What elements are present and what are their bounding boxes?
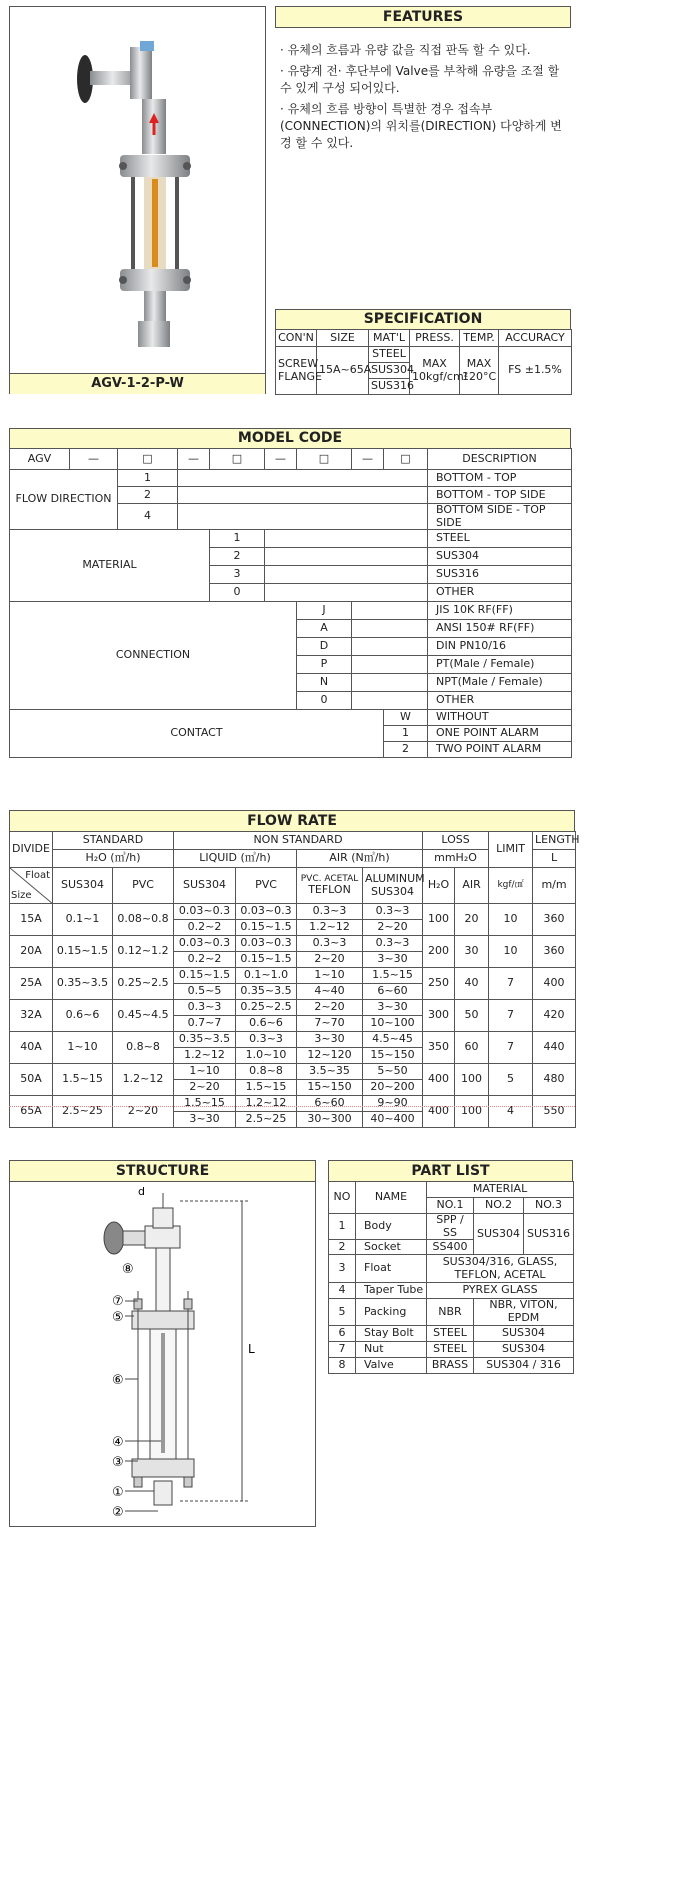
fr-cell: 360 — [533, 936, 576, 968]
fr-cell: 400 — [423, 1064, 455, 1096]
fr-cell-lower: 0.6~6 — [236, 1016, 297, 1032]
spec-size: 15A~65A — [317, 347, 369, 395]
fr-cell: 0.6~6 — [53, 1000, 113, 1032]
part-no: 6 — [329, 1325, 356, 1341]
fr-cell: 100 — [455, 1064, 489, 1096]
fr-cell-lower: 1.2~12 — [297, 920, 363, 936]
part-name: Valve — [356, 1357, 427, 1373]
structure-title: STRUCTURE — [9, 1160, 316, 1182]
fr-cell-lower: 0.7~7 — [174, 1016, 236, 1032]
code-blank — [265, 584, 428, 602]
fr-cell-lower: 0.2~2 — [174, 920, 236, 936]
fr-cell-upper: 0.35~3.5 — [174, 1032, 236, 1048]
code-blank — [178, 470, 428, 487]
fr-col-line: SUS304 — [371, 884, 415, 898]
fr-cell: 4 — [489, 1096, 533, 1128]
fr-standard: STANDARD — [53, 832, 174, 850]
code-desc: OTHER — [428, 584, 572, 602]
fr-cell-lower: 40~400 — [363, 1112, 423, 1128]
part-name: Body — [356, 1214, 427, 1240]
fr-size: 40A — [10, 1032, 53, 1064]
part-material: SUS304 — [474, 1214, 524, 1255]
part-header: NO — [329, 1182, 356, 1214]
fr-cell-lower: 0.15~1.5 — [236, 920, 297, 936]
fr-cell: 0.8~8 — [113, 1032, 174, 1064]
code-desc: DIN PN10/16 — [428, 638, 572, 656]
part-name: Packing — [356, 1299, 427, 1325]
spec-press: MAX 10kgf/cm² — [410, 347, 460, 395]
model-code-slot: □ — [210, 449, 265, 470]
dim-d-label: d — [138, 1185, 145, 1198]
code-cell: D — [297, 638, 352, 656]
part-material: SUS304 — [474, 1341, 574, 1357]
code-blank — [352, 602, 428, 620]
fr-cell-upper: 0.03~0.3 — [174, 904, 236, 920]
fr-cell-upper: 0.03~0.3 — [174, 936, 236, 952]
fr-cell: 1.2~12 — [113, 1064, 174, 1096]
part-no: 8 — [329, 1357, 356, 1373]
part-name: Socket — [356, 1240, 427, 1255]
part-material: BRASS — [427, 1357, 474, 1373]
code-blank — [352, 638, 428, 656]
fr-cell-upper: 0.8~8 — [236, 1064, 297, 1080]
code-blank — [265, 530, 428, 548]
fr-float-label: Float — [25, 870, 50, 881]
spec-header: CON'N — [276, 330, 317, 347]
code-desc: OTHER — [428, 692, 572, 710]
model-code-slot: □ — [384, 449, 428, 470]
model-code-slot: □ — [297, 449, 352, 470]
fr-cell: 350 — [423, 1032, 455, 1064]
code-cell: 1 — [210, 530, 265, 548]
fr-unit: L — [533, 850, 576, 868]
fr-cell: 7 — [489, 1000, 533, 1032]
fr-cell: 0.45~4.5 — [113, 1000, 174, 1032]
code-desc: BOTTOM - TOP SIDE — [428, 487, 572, 504]
fr-col — [363, 868, 423, 904]
part-material: SS400 — [427, 1240, 474, 1255]
fr-cell: 60 — [455, 1032, 489, 1064]
callout-7: ⑦ — [112, 1294, 124, 1309]
fr-cell: 7 — [489, 1032, 533, 1064]
spec-header: TEMP. — [460, 330, 499, 347]
part-no: 5 — [329, 1299, 356, 1325]
fr-col: PVC — [236, 868, 297, 904]
fr-col: SUS304 — [53, 868, 113, 904]
spec-header: SIZE — [317, 330, 369, 347]
model-code-sep: — — [178, 449, 210, 470]
part-material: PYREX GLASS — [427, 1283, 574, 1299]
callout-2: ② — [112, 1505, 124, 1520]
part-material: SUS316 — [524, 1214, 574, 1255]
part-material: SPP / SS — [427, 1214, 474, 1240]
fr-unit: LIQUID (㎥/h) — [174, 850, 297, 868]
code-cell: J — [297, 602, 352, 620]
fr-cell-lower: 0.35~3.5 — [236, 984, 297, 1000]
feature-item: · 유체의 흐름 방향이 특별한 경우 접속부(CONNECTION)의 위치를(DIRECTION) 다양하게 변경 할 수 있다. — [280, 102, 562, 150]
spec-material: SUS304 — [369, 363, 410, 379]
code-desc: PT(Male / Female) — [428, 656, 572, 674]
fr-cell-lower: 6~60 — [363, 984, 423, 1000]
fr-cell-upper: 0.3~3 — [297, 936, 363, 952]
part-no: 4 — [329, 1283, 356, 1299]
code-desc: STEEL — [428, 530, 572, 548]
fr-cell-upper: 1~10 — [297, 968, 363, 984]
fr-cell: 440 — [533, 1032, 576, 1064]
group-connection: CONNECTION — [10, 602, 297, 710]
fr-cell: 300 — [423, 1000, 455, 1032]
fr-cell-upper: 9~90 — [363, 1096, 423, 1112]
part-header: NAME — [356, 1182, 427, 1214]
flow-rate-table — [9, 831, 580, 1128]
fr-limit: LIMIT — [489, 832, 533, 868]
model-code-prefix: AGV — [10, 449, 70, 470]
spec-temp: MAX 120°C — [460, 347, 499, 395]
spec-accuracy: FS ±1.5% — [499, 347, 572, 395]
model-code-slot: □ — [118, 449, 178, 470]
fr-cell-upper: 0.3~3 — [363, 904, 423, 920]
part-list-title: PART LIST — [328, 1160, 573, 1182]
code-cell: 2 — [384, 742, 428, 758]
code-desc: SUS316 — [428, 566, 572, 584]
fr-cell-upper: 1~10 — [174, 1064, 236, 1080]
fr-cell-lower: 1.0~10 — [236, 1048, 297, 1064]
fr-unit: mmH₂O — [423, 850, 489, 868]
fr-cell-upper: 3~30 — [363, 1000, 423, 1016]
code-cell: 1 — [384, 726, 428, 742]
fr-cell-upper: 0.15~1.5 — [174, 968, 236, 984]
code-desc: ANSI 150# RF(FF) — [428, 620, 572, 638]
fr-cell-upper: 0.25~2.5 — [236, 1000, 297, 1016]
fr-cell-lower: 30~300 — [297, 1112, 363, 1128]
fr-float-size-cell — [10, 868, 53, 904]
fr-cell-upper: 2~20 — [297, 1000, 363, 1016]
part-header: NO.2 — [474, 1198, 524, 1214]
fr-col: H₂O — [423, 868, 455, 904]
feature-item: · 유체의 흐름과 유량 값을 직접 판독 할 수 있다. — [280, 43, 531, 57]
features-list — [280, 42, 570, 156]
fr-cell: 0.1~1 — [53, 904, 113, 936]
code-cell: 4 — [118, 504, 178, 530]
code-desc: ONE POINT ALARM — [428, 726, 572, 742]
fr-col: kgf/㎠ — [489, 868, 533, 904]
code-cell: A — [297, 620, 352, 638]
code-blank — [352, 692, 428, 710]
fr-divide: DIVIDE — [10, 832, 53, 868]
callout-5: ⑤ — [112, 1310, 124, 1325]
code-desc: JIS 10K RF(FF) — [428, 602, 572, 620]
part-material: STEEL — [427, 1325, 474, 1341]
code-blank — [352, 620, 428, 638]
fr-cell-upper: 0.3~3 — [174, 1000, 236, 1016]
fr-cell-lower: 15~150 — [363, 1048, 423, 1064]
fr-cell-lower: 2~20 — [363, 920, 423, 936]
product-caption: AGV-1-2-P-W — [10, 373, 265, 394]
fr-cell-upper: 3~30 — [297, 1032, 363, 1048]
fr-cell-lower: 7~70 — [297, 1016, 363, 1032]
code-desc: BOTTOM - TOP — [428, 470, 572, 487]
product-photo-frame — [9, 6, 266, 394]
fr-cell-upper: 0.03~0.3 — [236, 904, 297, 920]
fr-cell-upper: 0.3~3 — [363, 936, 423, 952]
fr-cell: 1.5~15 — [53, 1064, 113, 1096]
spec-header: MAT'L — [369, 330, 410, 347]
part-material: STEEL — [427, 1341, 474, 1357]
fr-col-line: ALUMINUM — [365, 871, 425, 885]
fr-cell-lower: 0.5~5 — [174, 984, 236, 1000]
dim-l-label: L — [248, 1342, 255, 1356]
spec-conn: SCREW FLANGE — [276, 347, 317, 395]
code-cell: 3 — [210, 566, 265, 584]
fr-cell: 0.08~0.8 — [113, 904, 174, 936]
fr-cell: 30 — [455, 936, 489, 968]
specification-title: SPECIFICATION — [275, 309, 571, 330]
part-no: 7 — [329, 1341, 356, 1357]
spec-header: ACCURACY — [499, 330, 572, 347]
code-cell: W — [384, 710, 428, 726]
code-desc: BOTTOM SIDE - TOP SIDE — [428, 504, 572, 530]
fr-cell: 40 — [455, 968, 489, 1000]
fr-loss: LOSS — [423, 832, 489, 850]
fr-cell-lower: 10~100 — [363, 1016, 423, 1032]
fr-size: 20A — [10, 936, 53, 968]
part-material: SUS304 — [474, 1325, 574, 1341]
fr-cell: 2~20 — [113, 1096, 174, 1128]
fr-col: SUS304 — [174, 868, 236, 904]
group-material: MATERIAL — [10, 530, 210, 602]
fr-cell: 5 — [489, 1064, 533, 1096]
flowmeter-photo — [10, 7, 265, 373]
feature-item: · 유량계 전· 후단부에 Valve를 부착해 유량을 조절 할 수 있게 구성 되어있다. — [280, 64, 560, 95]
fr-col: AIR — [455, 868, 489, 904]
group-contact: CONTACT — [10, 710, 384, 758]
code-desc: TWO POINT ALARM — [428, 742, 572, 758]
fr-cell-lower: 2.5~25 — [236, 1112, 297, 1128]
callout-8: ⑧ — [122, 1262, 134, 1277]
fr-cell-upper: 3.5~35 — [297, 1064, 363, 1080]
fr-cell-upper: 0.3~3 — [236, 1032, 297, 1048]
code-cell: 2 — [118, 487, 178, 504]
part-no: 3 — [329, 1255, 356, 1283]
fr-cell: 7 — [489, 968, 533, 1000]
code-desc: SUS304 — [428, 548, 572, 566]
fr-cell: 400 — [533, 968, 576, 1000]
fr-cell-upper: 1.2~12 — [236, 1096, 297, 1112]
code-cell: 0 — [297, 692, 352, 710]
fr-cell-upper: 0.1~1.0 — [236, 968, 297, 984]
fr-cell-lower: 12~120 — [297, 1048, 363, 1064]
fr-cell: 10 — [489, 936, 533, 968]
code-cell: 1 — [118, 470, 178, 487]
callout-4: ④ — [112, 1435, 124, 1450]
structure-diagram — [10, 1181, 315, 1525]
fr-nonstandard: NON STANDARD — [174, 832, 423, 850]
part-header: NO.3 — [524, 1198, 574, 1214]
part-name: Float — [356, 1255, 427, 1283]
flow-rate-title: FLOW RATE — [9, 810, 575, 832]
fr-size: 15A — [10, 904, 53, 936]
fr-cell: 0.15~1.5 — [53, 936, 113, 968]
fr-cell-lower: 15~150 — [297, 1080, 363, 1096]
callout-3: ③ — [112, 1455, 124, 1470]
part-material: SUS304 / 316 — [474, 1357, 574, 1373]
fr-cell-lower: 2~20 — [174, 1080, 236, 1096]
part-no: 2 — [329, 1240, 356, 1255]
spec-header: PRESS. — [410, 330, 460, 347]
fr-cell: 0.35~3.5 — [53, 968, 113, 1000]
code-blank — [352, 656, 428, 674]
callout-1: ① — [112, 1485, 124, 1500]
dotted-divider — [9, 1106, 575, 1107]
model-code-desc-header: DESCRIPTION — [428, 449, 572, 470]
fr-size: 65A — [10, 1096, 53, 1128]
part-name: Taper Tube — [356, 1283, 427, 1299]
code-blank — [265, 566, 428, 584]
fr-cell: 100 — [455, 1096, 489, 1128]
flow-rate-rows — [10, 904, 576, 1128]
fr-cell: 0.25~2.5 — [113, 968, 174, 1000]
fr-cell: 200 — [423, 936, 455, 968]
fr-cell: 100 — [423, 904, 455, 936]
fr-cell-upper: 4.5~45 — [363, 1032, 423, 1048]
fr-cell-upper: 1.5~15 — [363, 968, 423, 984]
fr-cell-upper: 1.5~15 — [174, 1096, 236, 1112]
fr-cell-upper: 6~60 — [297, 1096, 363, 1112]
specification-table — [275, 329, 572, 395]
fr-cell-lower: 1.2~12 — [174, 1048, 236, 1064]
fr-col — [297, 868, 363, 904]
part-material: NBR, VITON, EPDM — [474, 1299, 574, 1325]
fr-cell: 20 — [455, 904, 489, 936]
fr-length: LENGTH — [533, 832, 576, 850]
fr-cell-lower: 20~200 — [363, 1080, 423, 1096]
fr-size: 32A — [10, 1000, 53, 1032]
fr-cell-lower: 0.15~1.5 — [236, 952, 297, 968]
code-blank — [352, 674, 428, 692]
part-header: NO.1 — [427, 1198, 474, 1214]
spec-material: SUS316 — [369, 379, 410, 395]
group-flow-direction: FLOW DIRECTION — [10, 470, 118, 530]
fr-cell-lower: 3~30 — [363, 952, 423, 968]
fr-cell-lower: 3~30 — [174, 1112, 236, 1128]
model-code-sep: — — [265, 449, 297, 470]
part-material: SUS304/316, GLASS, TEFLON, ACETAL — [427, 1255, 574, 1283]
fr-col-line: PVC. ACETAL — [300, 874, 359, 884]
part-name: Nut — [356, 1341, 427, 1357]
part-material: NBR — [427, 1299, 474, 1325]
fr-cell-upper: 0.3~3 — [297, 904, 363, 920]
code-blank — [178, 487, 428, 504]
fr-cell-upper: 5~50 — [363, 1064, 423, 1080]
fr-cell-lower: 4~40 — [297, 984, 363, 1000]
fr-cell: 10 — [489, 904, 533, 936]
part-header: MATERIAL — [427, 1182, 574, 1198]
code-cell: 0 — [210, 584, 265, 602]
fr-cell-lower: 0.2~2 — [174, 952, 236, 968]
fr-col: m/m — [533, 868, 576, 904]
fr-cell: 400 — [423, 1096, 455, 1128]
code-blank — [265, 548, 428, 566]
code-cell: N — [297, 674, 352, 692]
callout-6: ⑥ — [112, 1373, 124, 1388]
model-code-title: MODEL CODE — [9, 428, 571, 449]
fr-size: 50A — [10, 1064, 53, 1096]
fr-unit: H₂O (㎥/h) — [53, 850, 174, 868]
fr-unit: AIR (N㎥/h) — [297, 850, 423, 868]
features-title: FEATURES — [275, 6, 571, 28]
code-cell: P — [297, 656, 352, 674]
fr-size: 25A — [10, 968, 53, 1000]
fr-cell: 360 — [533, 904, 576, 936]
fr-cell: 550 — [533, 1096, 576, 1128]
code-blank — [178, 504, 428, 530]
fr-cell-lower: 1.5~15 — [236, 1080, 297, 1096]
code-cell: 2 — [210, 548, 265, 566]
fr-cell: 50 — [455, 1000, 489, 1032]
fr-cell: 480 — [533, 1064, 576, 1096]
part-list-table — [328, 1181, 574, 1374]
fr-cell-lower: 2~20 — [297, 952, 363, 968]
structure-diagram-frame — [9, 1181, 316, 1527]
model-code-sep: — — [70, 449, 118, 470]
code-desc: NPT(Male / Female) — [428, 674, 572, 692]
fr-size-label: Size — [11, 889, 32, 901]
fr-cell-upper: 0.03~0.3 — [236, 936, 297, 952]
part-name: Stay Bolt — [356, 1325, 427, 1341]
fr-cell: 1~10 — [53, 1032, 113, 1064]
fr-col: PVC — [113, 868, 174, 904]
fr-cell: 2.5~25 — [53, 1096, 113, 1128]
part-no: 1 — [329, 1214, 356, 1240]
model-code-sep: — — [352, 449, 384, 470]
fr-cell: 420 — [533, 1000, 576, 1032]
spec-material: STEEL — [369, 347, 410, 363]
fr-col-line: TEFLON — [308, 883, 351, 897]
fr-cell: 250 — [423, 968, 455, 1000]
model-code-table — [9, 448, 572, 758]
code-desc: WITHOUT — [428, 710, 572, 726]
fr-cell: 0.12~1.2 — [113, 936, 174, 968]
